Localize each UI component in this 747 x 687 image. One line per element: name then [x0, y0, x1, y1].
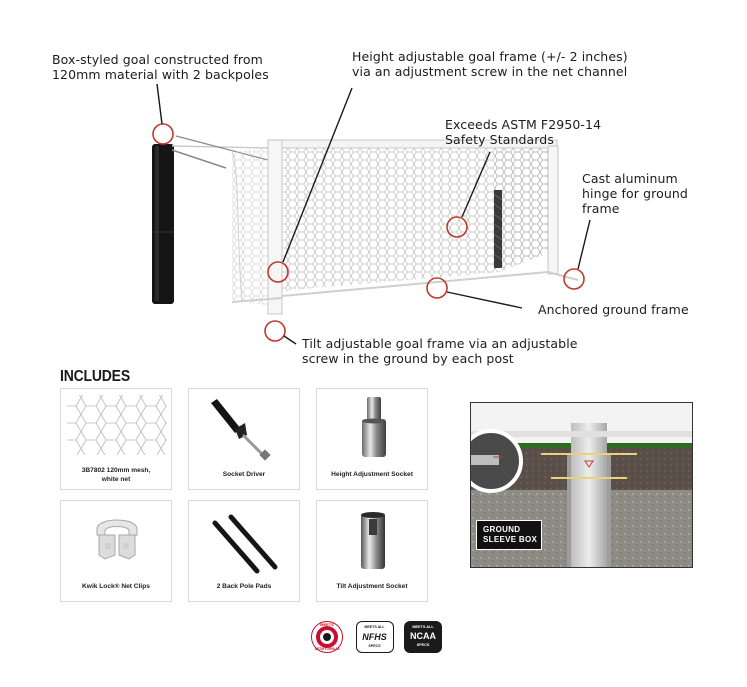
include-item-tilt-socket — [316, 500, 428, 602]
include-item-label: Socket Driver — [222, 471, 266, 478]
highlight-circle-tilt — [265, 321, 285, 341]
include-item-net — [60, 388, 172, 490]
include-item-label: Tilt Adjustment Socket — [336, 583, 408, 590]
nfhs-badge: MEETS ALL NFHS SPECS — [356, 621, 394, 653]
callout-hinge: Cast aluminum hinge for ground frame — [582, 171, 688, 216]
callout-height-adjustable: Height adjustable goal frame (+/- 2 inches) via an adjustment screw in the net channel — [352, 49, 628, 79]
ground-sleeve-box-label: GROUND SLEEVE BOX — [476, 520, 542, 550]
callout-anchored: Anchored ground frame — [538, 302, 689, 317]
highlight-circle-backpole — [153, 124, 173, 144]
highlight-circle-anchored — [427, 278, 447, 298]
include-item-label: 2 Back Pole Pads — [216, 583, 272, 590]
callout-tilt: Tilt adjustable goal frame via an adjustable screw in the ground by each post — [302, 336, 578, 366]
include-item-label: 3B7802 120mm mesh, white net — [81, 467, 151, 483]
include-item-height-socket — [316, 388, 428, 490]
astm-badge: MEETS ASTM F2950-14 — [311, 621, 343, 653]
callout-astm: Exceeds ASTM F2950-14 Safety Standards — [445, 117, 602, 147]
callout-box-goal: Box-styled goal constructed from 120mm material with 2 backpoles — [52, 52, 269, 82]
ncaa-badge: MEETS ALL NCAA SPECS — [404, 621, 442, 653]
include-item-pole-pads — [188, 500, 300, 602]
include-item-socket-driver — [188, 388, 300, 490]
includes-heading: INCLUDES — [60, 366, 130, 385]
include-item-label: Kwik Lock® Net Clips — [82, 583, 150, 590]
include-item-label: Height Adjustment Socket — [331, 471, 413, 478]
include-item-net-clips — [60, 500, 172, 602]
back-pole-pad — [152, 144, 174, 304]
